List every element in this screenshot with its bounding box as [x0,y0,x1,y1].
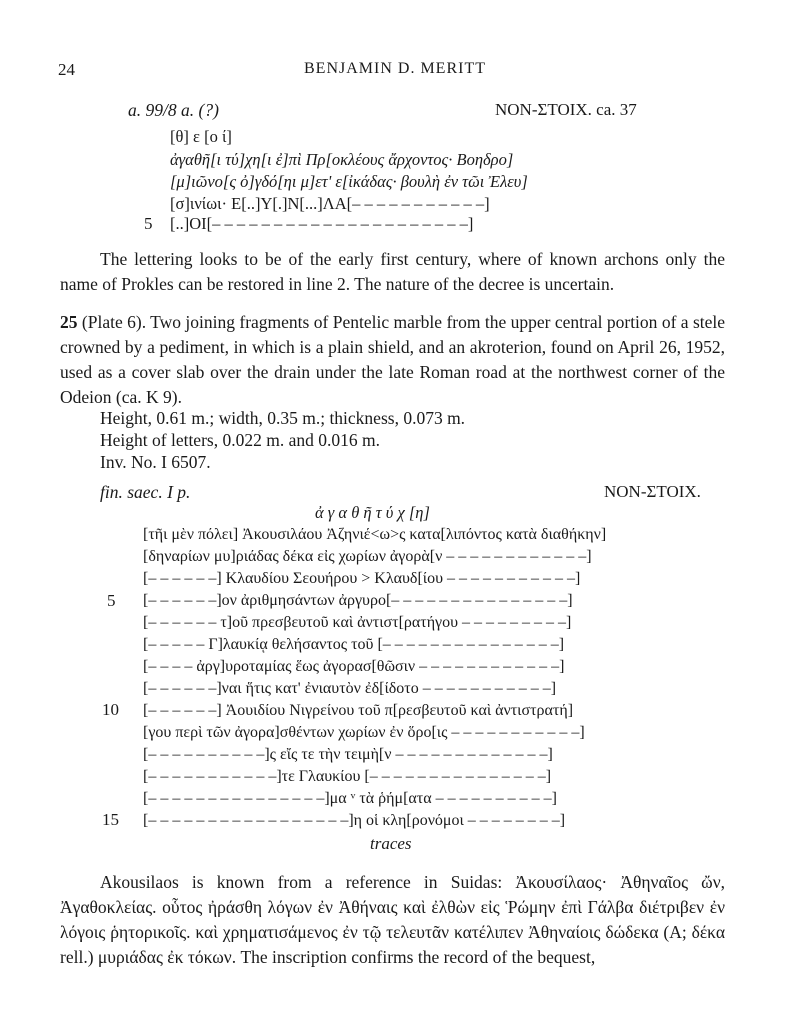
running-head-author: BENJAMIN D. MERITT [304,60,486,77]
entry25-line-2: [δηναρίων μυ]ριάδας δέκα εἰς χωρίων ἀγορὰ[ν – – – – – – – – – – – –] [143,548,592,565]
entry25-line-12: [– – – – – – – – – – –]τε Γλαυκίου [– – – – – – – – – – – – – – –] [143,768,552,785]
entry24-line-3: [μ]ιῶνο[ς ὀ]γδό[ηι μ]ετ' ε[ἰκάδας· βουλὴ ἐν τῶι Ἐλευ] [170,172,528,191]
entry25-line-number-10: 10 [102,700,119,719]
entry25-dimensions: Height, 0.61 m.; width, 0.35 m.; thickness, 0.073 m. [100,408,466,428]
entry25-line-1: [τῆι μὲν πόλει] Ἀκουσιλάου Ἀζηνιέ<ω>ς κατα[λιπόντος κατὰ διαθήκην] [143,526,607,543]
entry25-letter-height: Height of letters, 0.022 m. and 0.016 m. [100,430,380,450]
closing-paragraph: Akousilaos is known from a reference in Suidas: Ἀκουσίλαος· Ἀθηναῖος ὤν, Ἀγαθοκλείας. οὗτος ἠράσθη λόγων ἐν Ἀθήναις καὶ ἐλθὼν εἰς Ῥώμην ἐπὶ Γάλβα διέτριβεν ἐν λόγοις ῥητορικοῖς. καὶ χρηματισάμενος ἐν τῷ τελευτᾶν κατέλιπεν Ἀθηναίοις δώδεκα (A; δέκα rell.) μυριάδας ἐκ τόκων. The inscription confirms the record of the bequest, [60,872,725,967]
entry24-line-number: 5 [144,214,153,233]
entry25-inventory: Inv. No. I 6507. [100,452,211,472]
entry25-line-13: [– – – – – – – – – – – – – – –]μα ᵛ τὰ ῥήμ[ατα – – – – – – – – – –] [143,790,557,807]
entry25-line-3: [– – – – – –] Κλαυδίου Σεουήρου > Κλαυδ[ίου – – – – – – – – – – –] [143,570,581,587]
entry25-style: NON-ΣΤΟΙΧ. [604,482,701,501]
entry24-line-1: [θ] ε [ο ί] [170,127,232,146]
entry24-date: a. 99/8 a. (?) [128,100,219,120]
entry25-line-10: [γου περὶ τῶν ἀγορα]σθέντων χωρίων ἐν ὅρο[ις – – – – – – – – – – –] [143,724,585,741]
entry25-description-text: (Plate 6). Two joining fragments of Pentelic marble from the upper central portion of a stele crowned by a pediment, in which is a plain shield, and an akroterion, found on April 26, 1952, used as a cover slab over the drain under the late Roman road at the northwest corner of the Odeion (ca. K 9). [60,312,726,407]
entry24-commentary: The lettering looks to be of the early first century, where of known archons only the name of Prokles can be restored in line 2. The nature of the decree is uncertain. [60,249,725,294]
entry25-traces: traces [370,834,412,853]
entry25-date: fin. saec. I p. [100,482,191,502]
entry25-heading: ἀ γ α θ ῆ τ ύ χ [η] [315,503,430,522]
entry24-line-2: ἀγαθῆ[ι τύ]χη[ι ἐ]πὶ Πρ[οκλέους ἄρχοντος· Βοηδρο] [170,150,514,169]
entry25-line-4: [– – – – – –]ον ἀριθμησάντων ἀργυρο[– – – – – – – – – – – – – – –] [143,592,573,609]
entry25-line-6: [– – – – – Γ]λαυκίᾳ θελήσαντος τοῦ [– – – – – – – – – – – – – – –] [143,636,565,653]
entry25-line-number-15: 15 [102,810,119,829]
entry25-line-11: [– – – – – – – – – –]ς εἴς τε τὴν τειμὴ[ν – – – – – – – – – – – – –] [143,746,553,763]
entry25-line-9: [– – – – – –] Ἀουιδίου Νιγρείνου τοῦ π[ρεσβευτοῦ καὶ ἀντιστρατή] [143,702,574,719]
entry25-description [60,310,725,410]
entry24-line-4: [σ]ινίωι· Ε[..]Υ[.]Ν[...]ΛΑ[– – – – – – – – – – –] [170,194,490,213]
entry25-line-5: [– – – – – – τ]οῦ πρεσβευτοῦ καὶ ἀντιστ[ρατήγου – – – – – – – – –] [143,614,572,631]
entry24-line-5: [..]ΟΙ[– – – – – – – – – – – – – – – – – – – – –] [170,214,474,233]
entry25-line-7: [– – – – ἀργ]υροταμίας ἕως ἀγορασ[θῶσιν – – – – – – – – – – – –] [143,658,565,675]
entry25-line-number-5: 5 [107,591,116,610]
entry25-line-14: [– – – – – – – – – – – – – – – – –]η οἱ κλη[ρονόμοι – – – – – – – –] [143,812,566,829]
entry25-number: 25 [60,312,78,332]
entry24-style: NON-ΣΤΟΙΧ. ca. 37 [495,100,637,119]
entry25-line-8: [– – – – – –]ναι ἥτις κατ' ἐνιαυτὸν ἐδ[ίδοτο – – – – – – – – – – –] [143,680,557,697]
page-number: 24 [58,60,75,79]
